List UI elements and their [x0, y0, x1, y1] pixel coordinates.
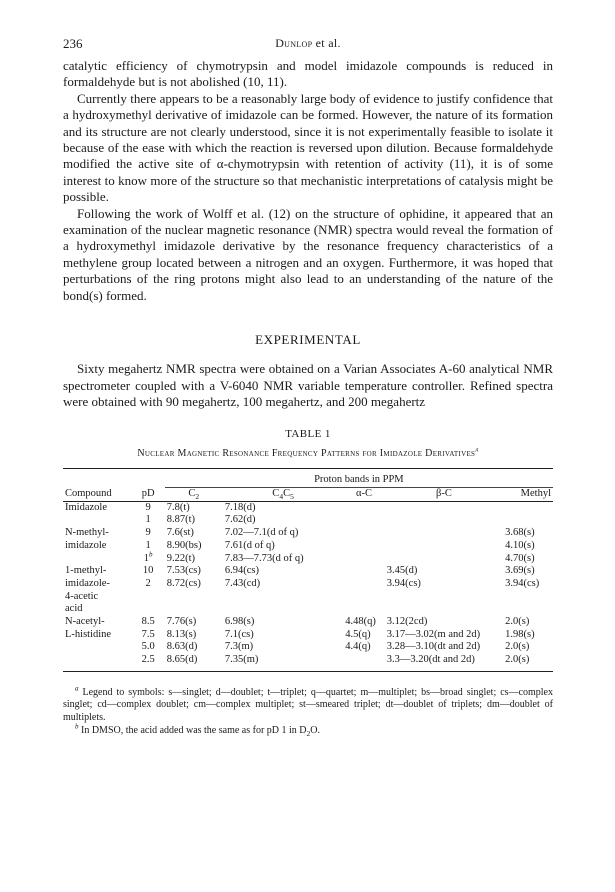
cell-beta: 3.12(2cd) — [386, 616, 428, 628]
cell-methyl — [503, 603, 553, 616]
cell-c2: 8.72(cs) — [166, 577, 201, 589]
paragraph-1: catalytic efficiency of chymotrypsin and model imidazole compounds is reduced in formaldehyde but is not abolished (10, 11). — [63, 58, 553, 90]
cell-alpha: 4.48(q) — [345, 616, 376, 628]
cell-beta — [385, 540, 503, 553]
cell-beta: 3.17—3.02(m and 2d) — [386, 628, 481, 640]
cell-compound: acid — [65, 603, 83, 615]
table-row — [63, 578, 553, 591]
table-group-header-row — [63, 474, 553, 487]
cell-methyl: 2.0(s) — [505, 616, 530, 628]
cell-c45: 6.94(cs) — [224, 565, 259, 577]
paragraph-2: Currently there appears to be a reasonably large body of evidence to justify confidence that a hydroxymethyl derivative of imidazole can be formed. However, the nature of its formation and its structure are not clearly understood, since it is not experimentally feasible to isolate it because of the ease with which the reaction is reversed upon dilution. Because formaldehyde modified the active site of α-chymotrypsin with retention of activity (11), it is of some interest to know more of the structure so that mechanistic interpretations of catalysis might be possible. — [63, 90, 553, 205]
table-row — [63, 616, 553, 629]
cell-alpha: 4.5(q) — [345, 628, 371, 640]
footnote-b-text: In DMSO, the acid added was the same as for pD 1 in D — [78, 724, 307, 736]
cell-c45: 7.43(cd) — [224, 577, 261, 589]
cell-compound: imidazole — [65, 539, 107, 551]
cell-compound: Imidazole — [65, 501, 107, 513]
cell-methyl: 4.70(s) — [505, 552, 535, 564]
cell-alpha — [343, 654, 385, 667]
table-caption: TABLE 1 — [285, 428, 331, 441]
cell-beta — [385, 591, 503, 604]
table-row — [63, 641, 553, 654]
cell-beta — [385, 501, 503, 514]
cell-compound: imidazole- — [65, 577, 110, 589]
cell-compound: 4-acetic — [65, 590, 99, 602]
cell-compound: L-histidine — [65, 628, 112, 640]
table-row — [63, 501, 553, 514]
cell-c45: 7.35(m) — [224, 654, 259, 666]
col-header-c2: $C_2$ — [188, 488, 200, 502]
nmr-table — [63, 468, 553, 676]
cell-alpha — [343, 514, 385, 527]
cell-c45: 7.62(d) — [224, 514, 256, 526]
cell-alpha — [343, 565, 385, 578]
cell-compound — [63, 553, 132, 566]
cell-compound — [63, 641, 132, 654]
cell-c45: 7.83—7.73(d of q) — [224, 552, 304, 564]
cell-beta: 3.94(cs) — [386, 577, 421, 589]
col-header-beta-c: β-C — [436, 488, 452, 500]
paragraph-3: Following the work of Wolff et al. (12) on the structure of ophidine, it appeared that an examination of the nuclear magnetic resonance (NMR) spectra would reveal the formation of a hydroxymethyl imidazole derivative by the resonance frequency characteristics of a methylene group located between a nitrogen and an oxygen. Furthermore, it was hoped that perturbations of the ring protons might also lead to an understanding of the nature of the bond(s) formed. — [63, 205, 553, 303]
cell-pd: 1$^b$ — [143, 550, 153, 564]
table-body — [63, 501, 553, 667]
cell-beta: 3.3—3.20(dt and 2d) — [386, 654, 475, 666]
cell-compound — [63, 654, 132, 667]
cell-methyl: 2.0(s) — [505, 641, 530, 653]
table-title — [63, 445, 553, 460]
cell-methyl — [503, 501, 553, 514]
cell-pd: 1 — [145, 514, 151, 526]
table-row — [63, 629, 553, 642]
table-row — [63, 603, 553, 616]
col-header-alpha-c: α-C — [356, 488, 373, 500]
cell-pd: 9 — [145, 527, 151, 539]
cell-pd: 7.5 — [141, 628, 155, 640]
cell-alpha — [343, 540, 385, 553]
cell-pd — [132, 603, 165, 616]
cell-pd — [132, 591, 165, 604]
cell-methyl: 2.0(s) — [505, 654, 530, 666]
table-title-text: Nuclear Magnetic Resonance Frequency Patterns for Imidazole Derivatives — [137, 448, 476, 460]
cell-c45 — [223, 603, 343, 616]
page-header — [63, 36, 553, 58]
cell-c2: 7.8(t) — [166, 501, 190, 513]
cell-pd: 1 — [145, 539, 151, 551]
cell-alpha — [343, 603, 385, 616]
footnote-a — [63, 684, 553, 725]
running-head-author: Dunlop — [275, 36, 313, 50]
cell-c2: 7.6(st) — [166, 527, 194, 539]
table-row — [63, 514, 553, 527]
footnote-a-text: Legend to symbols: s—singlet; d—doublet; t—triplet; q—quartet; m—multiplet; bs—broad singlet; cs—complex singlet; cd—complex doublet; cm—complex multiplet; st—smeared triplet; dt—doublet of triplets; dm—doublet of multiplets. — [63, 686, 553, 724]
cell-c2: 7.53(cs) — [166, 565, 201, 577]
table-footnotes — [63, 684, 553, 738]
cell-methyl: 3.69(s) — [505, 565, 535, 577]
col-header-pd: pD — [141, 487, 155, 499]
table-row — [63, 591, 553, 604]
cell-alpha — [343, 578, 385, 591]
footnote-b: $^b$ In DMSO, the acid added was the same as for pD 1 in $D_2O$. — [75, 722, 320, 738]
cell-c2: 8.63(d) — [166, 641, 198, 653]
cell-methyl — [503, 591, 553, 604]
cell-methyl — [503, 514, 553, 527]
col-header-methyl: Methyl — [520, 488, 551, 500]
table-row — [63, 565, 553, 578]
cell-compound: N-methyl- — [65, 527, 109, 539]
cell-c2: 8.87(t) — [166, 514, 196, 526]
cell-alpha — [343, 527, 385, 540]
cell-beta: 3.28—3.10(dt and 2d) — [386, 641, 481, 653]
cell-pd: 10 — [142, 565, 154, 577]
cell-methyl: 1.98(s) — [505, 628, 535, 640]
cell-c2: 9.22(t) — [166, 552, 196, 564]
table-column-header-row — [63, 488, 553, 502]
cell-methyl: 3.94(cs) — [505, 577, 540, 589]
experimental-paragraph: Sixty megahertz NMR spectra were obtained on a Varian Associates A-60 analytical NMR spectrometer coupled with a V-6040 NMR variable temperature controller. Refined spectra were obtained with 90 megahertz, 100 megahertz, and 200 megahertz — [63, 361, 553, 409]
cell-c2 — [165, 603, 223, 616]
cell-pd: 9 — [145, 501, 151, 513]
cell-c2: 7.76(s) — [166, 616, 197, 628]
cell-c2: 8.65(d) — [166, 654, 198, 666]
footnote-a-mark: a — [75, 684, 79, 693]
cell-alpha: 4.4(q) — [345, 641, 371, 653]
cell-beta — [385, 527, 503, 540]
table-title-footnote-mark: a — [475, 445, 479, 454]
cell-compound: N-acetyl- — [65, 616, 105, 628]
pd-footnote-mark: b — [149, 550, 153, 559]
cell-pd: 2 — [145, 577, 151, 589]
cell-c2 — [165, 591, 223, 604]
cell-methyl: 4.10(s) — [505, 539, 535, 551]
cell-pd: 2.5 — [141, 654, 155, 666]
cell-pd: 8.5 — [141, 616, 155, 628]
table-row — [63, 654, 553, 667]
footnote-b-mark: b — [75, 722, 79, 731]
cell-alpha — [343, 553, 385, 566]
cell-compound — [63, 514, 132, 527]
table-bottom-rule — [63, 671, 553, 676]
cell-c45: 6.98(s) — [224, 616, 255, 628]
cell-alpha — [343, 501, 385, 514]
cell-c45: 7.61(d of q) — [224, 539, 275, 551]
running-head-etal: et al. — [312, 36, 341, 50]
cell-beta — [385, 603, 503, 616]
cell-c2: 8.90(bs) — [166, 539, 202, 551]
section-heading: EXPERIMENTAL — [255, 332, 361, 348]
col-header-compound: Compound — [65, 487, 112, 499]
cell-c45 — [223, 591, 343, 604]
journal-page — [63, 36, 553, 737]
cell-beta: 3.45(d) — [386, 565, 418, 577]
col-header-c4c5: $C_4C_5$ — [272, 488, 294, 502]
cell-beta — [385, 514, 503, 527]
cell-compound: 1-methyl- — [65, 565, 107, 577]
cell-c2: 8.13(s) — [166, 628, 197, 640]
cell-c45: 7.3(m) — [224, 641, 254, 653]
cell-alpha — [343, 591, 385, 604]
cell-c45: 7.1(cs) — [224, 628, 254, 640]
table-row — [63, 553, 553, 566]
cell-beta — [385, 553, 503, 566]
table-row — [63, 540, 553, 553]
cell-methyl: 3.68(s) — [505, 527, 535, 539]
cell-c45: 7.18(d) — [224, 501, 256, 513]
table-row — [63, 527, 553, 540]
cell-c45: 7.02—7.1(d of q) — [224, 527, 299, 539]
page-number: 236 — [63, 36, 83, 51]
cell-pd: 5.0 — [141, 641, 155, 653]
running-head — [63, 36, 553, 51]
group-header-proton-bands: Proton bands in PPM — [165, 474, 553, 487]
